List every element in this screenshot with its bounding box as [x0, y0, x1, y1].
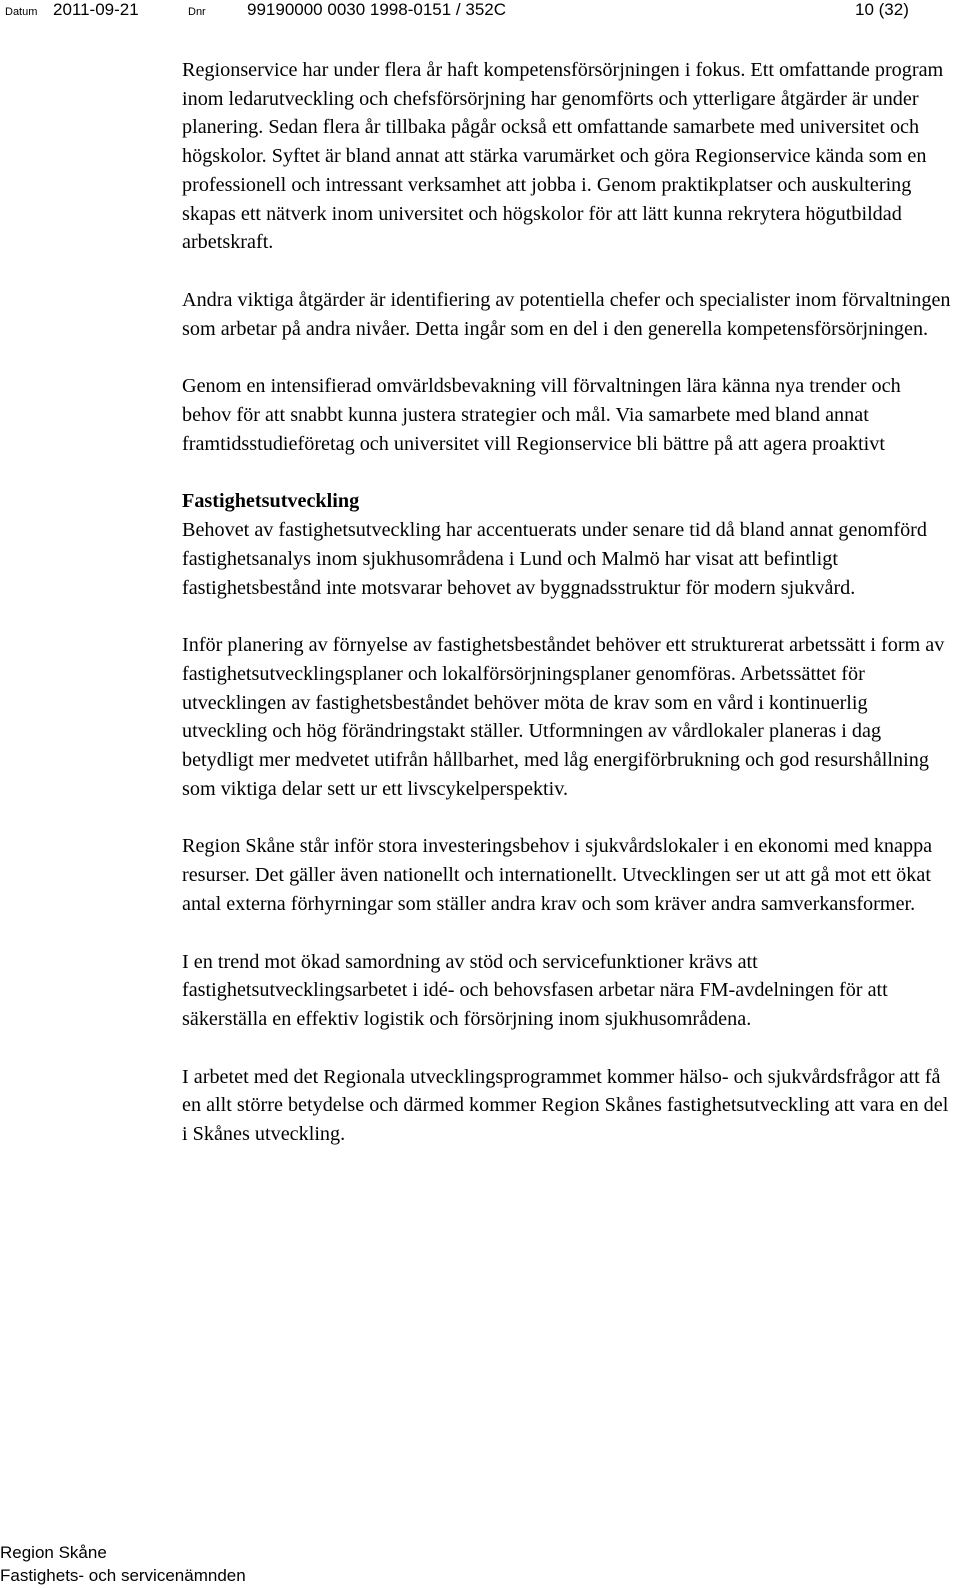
dnr-label: Dnr [188, 6, 206, 18]
footer-organization: Region Skåne [0, 1543, 107, 1562]
page-number: 10 (32) [855, 0, 909, 19]
paragraph-property-need: Behovet av fastighetsutveckling har accentuerats under senare tid då bland annat genomförd fastighetsanalys inom sjukhusområdena i Lund och Malmö har visat att befintligt fastighetsbestånd inte motsvarar behovet av byggnadsstruktur för modern sjukvård. [182, 519, 927, 599]
paragraph-planning: Inför planering av förnyelse av fastighetsbeståndet behöver ett strukturerat arbetssätt i form av fastighetsutvecklingsplaner och lokalförsörjningsplaner genomföras. Arbetssättet för utvecklingen av fastighetsbeståndet behöver möta de krav som en vård i kontinuerlig utveckling och hög förändringstakt ställer. Utformningen av vårdlokaler planeras i dag betydligt mer medvetet utifrån hållbarhet, med låg energiförbrukning och god resurshållning som viktiga delar sett ur ett livscykelperspektiv. [182, 634, 945, 800]
paragraph-coordination: I en trend mot ökad samordning av stöd och servicefunktioner krävs att fastighetsutvecklingsarbetet i idé- och behovsfasen arbetar nära FM-avdelningen för att säkerställa en effektiv logistik och försörjning inom sjukhusområdena. [182, 950, 888, 1030]
paragraph-investment: Region Skåne står inför stora investeringsbehov i sjukvårdslokaler i en ekonomi med knappa resurser. Det gäller även nationellt och internationellt. Utvecklingen ser ut att gå mot ett ökat antal externa förhyrningar som ställer andra krav och som kräver andra samverkansformer. [182, 835, 933, 915]
footer-department: Fastighets- och servicenämnden [0, 1566, 246, 1585]
paragraph-competence: Regionservice har under flera år haft kompetensförsörjningen i fokus. Ett omfattande program inom ledarutveckling och chefsförsörjning har genomförts och ytterligare åtgärder är under planering. Sedan flera år tillbaka pågår också ett omfattande samarbete med universitet och högskolor. Syftet är bland annat att stärka varumärket och göra Regionservice kända som en professionell och intressant verksamhet att jobba i. Genom praktikplatser och auskultering skapas ett nätverk inom universitet och högskolor för att lätt kunna rekrytera högutbildad arbetskraft. [182, 59, 944, 254]
page-header [0, 0, 960, 24]
section-heading: Fastighetsutveckling [182, 490, 360, 513]
paragraph-regional-program: I arbetet med det Regionala utvecklingsprogrammet kommer hälso- och sjukvårdsfrågor att få en allt större betydelse och därmed kommer Region Skånes fastighetsutveckling att vara en del i Skånes utveckling. [182, 1065, 949, 1146]
page-footer [0, 1541, 246, 1587]
paragraph-monitoring: Genom en intensifierad omvärldsbevakning vill förvaltningen lära känna nya trender och behov för att snabbt kunna justera strategier och mål. Via samarbete med bland annat framtidsstudieföretag och universitet vill Regionservice bli bättre på att agera proaktivt [182, 375, 901, 455]
document-body [182, 56, 954, 1178]
paragraph-identification: Andra viktiga åtgärder är identifiering av potentiella chefer och specialister inom förvaltningen som arbetar på andra nivåer. Detta ingår som en del i den generella kompetensförsörjningen. [182, 288, 951, 340]
date-label: Datum [5, 6, 38, 18]
dnr-value: 99190000 0030 1998-0151 / 352C [247, 0, 507, 19]
date-value: 2011-09-21 [53, 0, 139, 19]
